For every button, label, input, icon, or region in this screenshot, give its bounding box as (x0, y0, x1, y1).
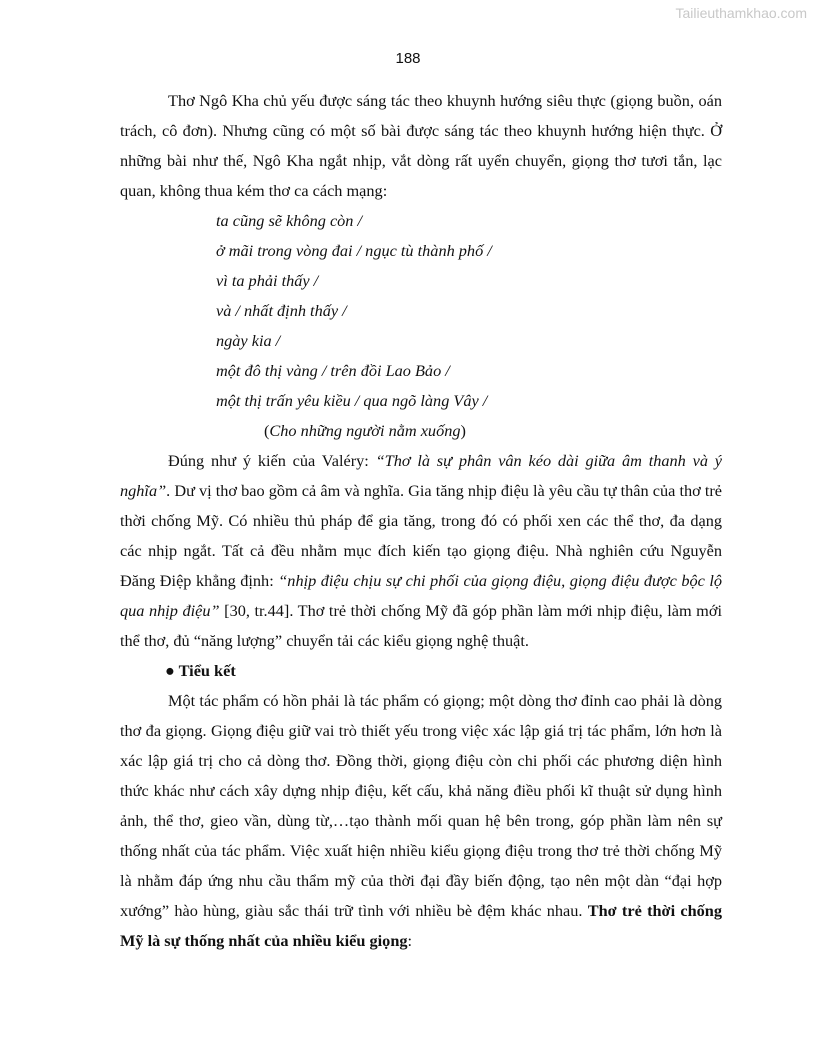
poem-line: ngày kia / (216, 331, 281, 350)
quote-valery: “Thơ là sự phân vân kéo dài giữa âm thanh và ý nghĩa” (120, 451, 722, 500)
poem-line: ở mãi trong vòng đai / ngục tù thành phố / (216, 241, 492, 260)
poem-line: và / nhất định thấy / (216, 301, 347, 320)
bold-conclusion: Thơ trẻ thời chống Mỹ là sự thống nhất của nhiều kiểu giọng (120, 901, 722, 950)
poem-line: một thị trấn yêu kiều / qua ngõ làng Vây / (216, 391, 488, 410)
poem-source: (Cho những người nằm xuống) (264, 421, 466, 440)
poem-line: một đô thị vàng / trên đồi Lao Bảo / (216, 361, 450, 380)
quote-nguyen-dang-diep: “nhịp điệu chịu sự chi phối của giọng điệu, giọng điệu được bộc lộ qua nhịp điệu” (120, 571, 723, 620)
page-number: 188 (395, 50, 421, 67)
poem-line: ta cũng sẽ không còn / (216, 211, 363, 230)
document-body (120, 86, 722, 956)
paragraph-summary: Một tác phẩm có hồn phải là tác phẩm có giọng; một dòng thơ đỉnh cao phải là dòng thơ đa giọng. Giọng điệu giữ vai trò thiết yếu trong việc xác lập giá trị tác phẩm, lớn hơn là xác lập giá trị cho cả dòng thơ. Đồng thời, giọng điệu còn chi phối các phương diện hình thức khác như cách xây dựng nhịp điệu, kết cấu, khả năng điều phối kĩ thuật sử dụng hình ảnh, thể thơ, gieo vần, dùng từ,…tạo thành mối quan hệ bên trong, góp phần làm nên sự thống nhất của tác phẩm. Việc xuất hiện nhiều kiểu giọng điệu trong thơ trẻ thời chống Mỹ là nhằm đáp ứng nhu cầu thẩm mỹ của thời đại đầy biến động, tạo nên một dàn “đại hợp xướng” hào hùng, giàu sắc thái trữ tình với nhiều bè đệm khác nhau. Thơ trẻ thời chống Mỹ là sự thống nhất của nhiều kiểu giọng: (120, 691, 722, 950)
section-heading: ● Tiểu kết (165, 661, 236, 680)
paragraph-valery: Đúng như ý kiến của Valéry: “Thơ là sự phân vân kéo dài giữa âm thanh và ý nghĩa”. Dư vị thơ bao gồm cả âm và nghĩa. Gia tăng nhịp điệu là yêu cầu tự thân của thơ trẻ thời chống Mỹ. Có nhiều thủ pháp để gia tăng, trong đó có phối xen các thể thơ, đa dạng các nhịp ngắt. Tất cả đều nhằm mục đích kiến tạo giọng điệu. Nhà nghiên cứu Nguyễn Đăng Điệp khẳng định: “nhịp điệu chịu sự chi phối của giọng điệu, giọng điệu được bộc lộ qua nhịp điệu” [30, tr.44]. Thơ trẻ thời chống Mỹ đã góp phần làm mới nhịp điệu, làm mới thể thơ, đủ “năng lượng” chuyển tải các kiểu giọng nghệ thuật. (120, 451, 723, 650)
poem-source-title: Cho những người nằm xuống (269, 421, 461, 440)
poem-line: vì ta phải thấy / (216, 271, 319, 290)
watermark: Tailieuthamkhao.com (675, 5, 807, 21)
poem-excerpt (120, 206, 722, 446)
paragraph-intro: Thơ Ngô Kha chủ yếu được sáng tác theo khuynh hướng siêu thực (giọng buồn, oán trách, cô đơn). Nhưng cũng có một số bài được sáng tác theo khuynh hướng hiện thực. Ở những bài như thế, Ngô Kha ngắt nhịp, vắt dòng rất uyển chuyển, giọng thơ tươi tắn, lạc quan, không thua kém thơ ca cách mạng: (120, 91, 722, 200)
